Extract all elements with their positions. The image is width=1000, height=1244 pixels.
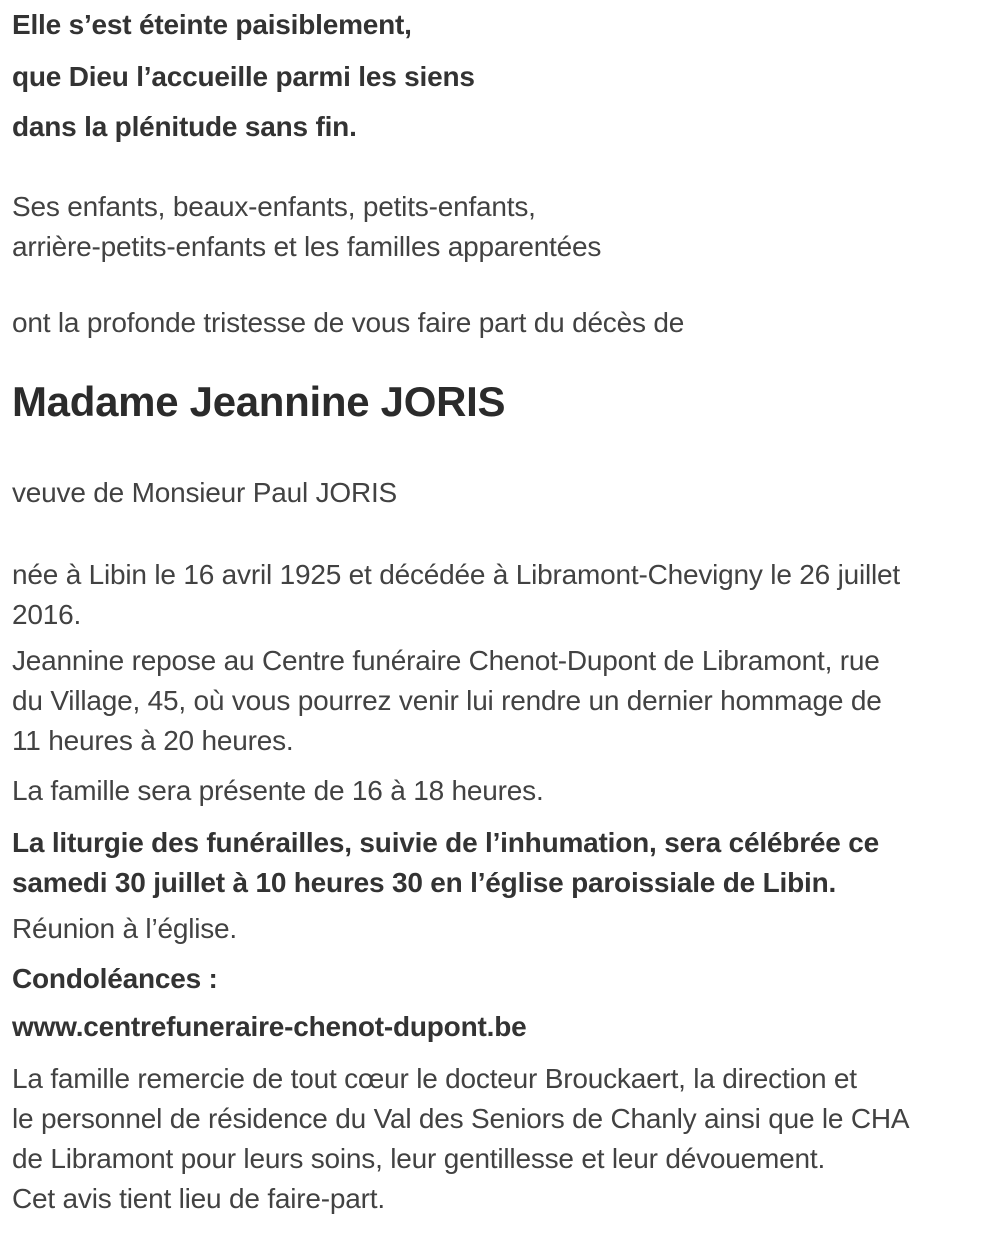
thanks-line-2: le personnel de résidence du Val des Seniors de Chanly ainsi que le CHA xyxy=(12,1103,910,1134)
condolences-url-row xyxy=(12,1007,988,1047)
family-line-1: Ses enfants, beaux-enfants, petits-enfants, xyxy=(12,191,536,222)
life-dates-paragraph xyxy=(12,555,988,635)
widow-of-text: veuve de Monsieur Paul JORIS xyxy=(12,477,398,508)
life-dates-line-1: née à Libin le 16 avril 1925 et décédée à Libramont-Chevigny le 26 juillet xyxy=(12,559,901,590)
family-presence-text: La famille sera présente de 16 à 18 heures. xyxy=(12,775,544,806)
thanks-line-1: La famille remercie de tout cœur le docteur Brouckaert, la direction et xyxy=(12,1063,857,1094)
notice-text: Cet avis tient lieu de faire-part. xyxy=(12,1183,385,1214)
family-paragraph xyxy=(12,187,988,267)
meeting-text: Réunion à l’église. xyxy=(12,913,238,944)
repose-line-3: 11 heures à 20 heures. xyxy=(12,725,294,756)
thanks-line-3: de Libramont pour leurs soins, leur gentillesse et leur dévouement. xyxy=(12,1143,826,1174)
intro-line-1: Elle s’est éteinte paisiblement, xyxy=(12,9,412,40)
condolences-url[interactable]: www.centrefuneraire-chenot-dupont.be xyxy=(12,1011,527,1042)
liturgy-line-1: La liturgie des funérailles, suivie de l’inhumation, sera célébrée ce xyxy=(12,827,879,858)
condolences-label: Condoléances : xyxy=(12,963,218,994)
liturgy-line-2: samedi 30 juillet à 10 heures 30 en l’église paroissiale de Libin. xyxy=(12,867,837,898)
repose-paragraph xyxy=(12,641,988,761)
announcement-text: ont la profonde tristesse de vous faire part du décès de xyxy=(12,307,685,338)
repose-line-1: Jeannine repose au Centre funéraire Chenot-Dupont de Libramont, rue xyxy=(12,645,880,676)
repose-line-2: du Village, 45, où vous pourrez venir lui rendre un dernier hommage de xyxy=(12,685,882,716)
liturgy-paragraph xyxy=(12,823,988,903)
thanks-paragraph xyxy=(12,1059,988,1179)
life-dates-line-2: 2016. xyxy=(12,599,82,630)
intro-line-3: dans la plénitude sans fin. xyxy=(12,111,357,142)
family-line-2: arrière-petits-enfants et les familles apparentées xyxy=(12,231,602,262)
intro-line-2: que Dieu l’accueille parmi les siens xyxy=(12,61,475,92)
deceased-name-heading: Madame Jeannine JORIS xyxy=(12,378,506,425)
